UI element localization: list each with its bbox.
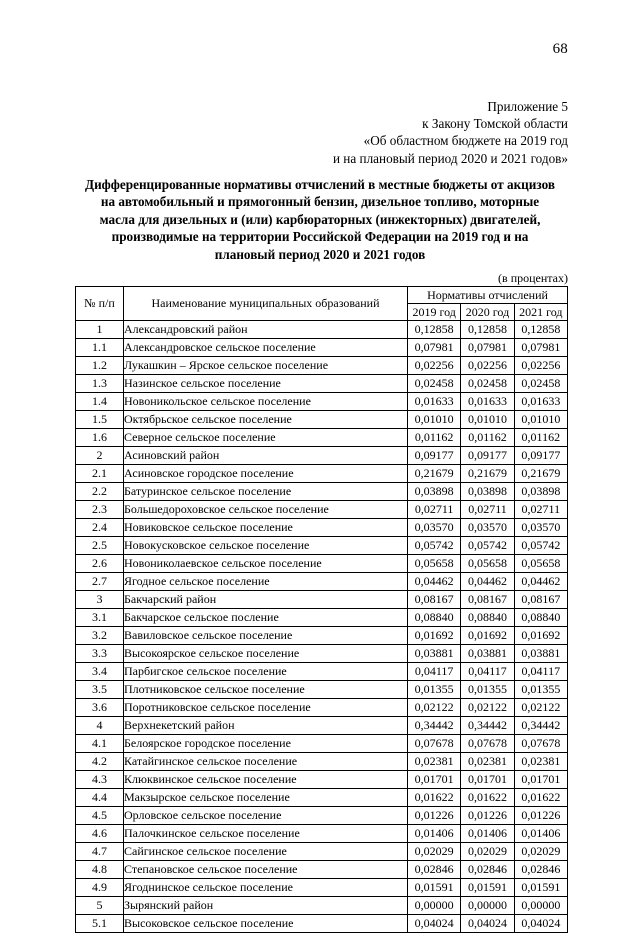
header-norms-group: Нормативы отчислений bbox=[408, 287, 568, 304]
table-row bbox=[76, 537, 568, 555]
row-value-2020: 0,02711 bbox=[461, 501, 514, 519]
table-row bbox=[76, 825, 568, 843]
header-year-2021: 2021 год bbox=[514, 304, 567, 321]
row-value-2021: 0,04462 bbox=[514, 573, 567, 591]
row-name: Бакчарский район bbox=[124, 591, 408, 609]
row-number: 3.5 bbox=[76, 681, 124, 699]
row-name: Лукашкин – Ярское сельское поселение bbox=[124, 357, 408, 375]
row-number: 1.3 bbox=[76, 375, 124, 393]
table-row bbox=[76, 735, 568, 753]
row-value-2020: 0,08167 bbox=[461, 591, 514, 609]
row-number: 4.4 bbox=[76, 789, 124, 807]
row-value-2020: 0,01226 bbox=[461, 807, 514, 825]
row-number: 3.3 bbox=[76, 645, 124, 663]
row-number: 1.2 bbox=[76, 357, 124, 375]
table-row bbox=[76, 915, 568, 933]
title-line-3: масла для дизельных и (или) карбюраторных (инжекторных) двигателей, bbox=[99, 211, 541, 227]
row-value-2019: 0,01701 bbox=[408, 771, 461, 789]
table-row bbox=[76, 861, 568, 879]
row-number: 3.4 bbox=[76, 663, 124, 681]
row-number: 1.4 bbox=[76, 393, 124, 411]
title-line-1: Дифференцированные нормативы отчислений в местные бюджеты от акцизов bbox=[85, 177, 555, 192]
table-row bbox=[76, 717, 568, 735]
row-name: Высокоярское сельское поселение bbox=[124, 645, 408, 663]
table-row bbox=[76, 897, 568, 915]
row-name: Орловское сельское поселение bbox=[124, 807, 408, 825]
row-value-2021: 0,08167 bbox=[514, 591, 567, 609]
row-name: Степановское сельское поселение bbox=[124, 861, 408, 879]
row-value-2021: 0,01633 bbox=[514, 393, 567, 411]
row-name: Сайгинское сельское поселение bbox=[124, 843, 408, 861]
row-name: Палочкинское сельское поселение bbox=[124, 825, 408, 843]
table-row bbox=[76, 465, 568, 483]
row-value-2020: 0,01406 bbox=[461, 825, 514, 843]
row-value-2019: 0,04117 bbox=[408, 663, 461, 681]
row-name: Ягодное сельское поселение bbox=[124, 573, 408, 591]
table-row bbox=[76, 879, 568, 897]
row-number: 2.6 bbox=[76, 555, 124, 573]
row-value-2021: 0,01406 bbox=[514, 825, 567, 843]
row-value-2019: 0,07678 bbox=[408, 735, 461, 753]
row-value-2021: 0,01591 bbox=[514, 879, 567, 897]
row-name: Зырянский район bbox=[124, 897, 408, 915]
table-row bbox=[76, 627, 568, 645]
table-row bbox=[76, 807, 568, 825]
row-name: Макзырское сельское поселение bbox=[124, 789, 408, 807]
row-number: 4.8 bbox=[76, 861, 124, 879]
row-value-2021: 0,08840 bbox=[514, 609, 567, 627]
row-number: 2.4 bbox=[76, 519, 124, 537]
row-name: Плотниковское сельское поселение bbox=[124, 681, 408, 699]
row-name: Новоникольское сельское поселение bbox=[124, 393, 408, 411]
units-note: (в процентах) bbox=[498, 271, 568, 285]
row-value-2021: 0,04024 bbox=[514, 915, 567, 933]
row-name: Верхнекетский район bbox=[124, 717, 408, 735]
row-value-2021: 0,05742 bbox=[514, 537, 567, 555]
row-value-2019: 0,02122 bbox=[408, 699, 461, 717]
row-number: 2.3 bbox=[76, 501, 124, 519]
table-row bbox=[76, 573, 568, 591]
row-name: Октябрьское сельское поселение bbox=[124, 411, 408, 429]
row-value-2019: 0,00000 bbox=[408, 897, 461, 915]
row-value-2019: 0,03898 bbox=[408, 483, 461, 501]
row-value-2019: 0,09177 bbox=[408, 447, 461, 465]
row-value-2019: 0,21679 bbox=[408, 465, 461, 483]
row-name: Высоковское сельское поселение bbox=[124, 915, 408, 933]
row-value-2019: 0,05742 bbox=[408, 537, 461, 555]
header-year-2019: 2019 год bbox=[408, 304, 461, 321]
page-title bbox=[66, 176, 574, 263]
row-value-2020: 0,02029 bbox=[461, 843, 514, 861]
row-value-2020: 0,02846 bbox=[461, 861, 514, 879]
row-number: 4.3 bbox=[76, 771, 124, 789]
table-row bbox=[76, 411, 568, 429]
table-row bbox=[76, 843, 568, 861]
row-value-2019: 0,34442 bbox=[408, 717, 461, 735]
row-value-2020: 0,01633 bbox=[461, 393, 514, 411]
row-number: 4.2 bbox=[76, 753, 124, 771]
row-value-2019: 0,01226 bbox=[408, 807, 461, 825]
row-value-2020: 0,07981 bbox=[461, 339, 514, 357]
row-name: Новониколаевское сельское поселение bbox=[124, 555, 408, 573]
row-value-2019: 0,02256 bbox=[408, 357, 461, 375]
row-value-2020: 0,04024 bbox=[461, 915, 514, 933]
norms-table-container bbox=[75, 286, 568, 933]
row-value-2019: 0,01355 bbox=[408, 681, 461, 699]
row-value-2021: 0,02256 bbox=[514, 357, 567, 375]
row-value-2021: 0,01622 bbox=[514, 789, 567, 807]
table-row bbox=[76, 681, 568, 699]
row-name: Асиновское городское поселение bbox=[124, 465, 408, 483]
row-number: 3.2 bbox=[76, 627, 124, 645]
row-value-2020: 0,05742 bbox=[461, 537, 514, 555]
row-value-2021: 0,07678 bbox=[514, 735, 567, 753]
row-value-2020: 0,04117 bbox=[461, 663, 514, 681]
row-value-2021: 0,02846 bbox=[514, 861, 567, 879]
row-number: 2.7 bbox=[76, 573, 124, 591]
row-value-2020: 0,04462 bbox=[461, 573, 514, 591]
row-value-2020: 0,12858 bbox=[461, 321, 514, 339]
table-row bbox=[76, 429, 568, 447]
row-value-2019: 0,01162 bbox=[408, 429, 461, 447]
title-line-4: производимые на территории Российской Федерации на 2019 год и на bbox=[111, 229, 529, 245]
table-row bbox=[76, 771, 568, 789]
row-value-2019: 0,01633 bbox=[408, 393, 461, 411]
row-value-2021: 0,21679 bbox=[514, 465, 567, 483]
table-row bbox=[76, 501, 568, 519]
row-value-2020: 0,21679 bbox=[461, 465, 514, 483]
row-value-2019: 0,01010 bbox=[408, 411, 461, 429]
row-value-2019: 0,02846 bbox=[408, 861, 461, 879]
row-value-2020: 0,01591 bbox=[461, 879, 514, 897]
row-name: Северное сельское поселение bbox=[124, 429, 408, 447]
row-value-2020: 0,34442 bbox=[461, 717, 514, 735]
row-value-2021: 0,09177 bbox=[514, 447, 567, 465]
row-value-2019: 0,04024 bbox=[408, 915, 461, 933]
row-value-2021: 0,12858 bbox=[514, 321, 567, 339]
title-line-2: на автомобильный и прямогонный бензин, дизельное топливо, моторные bbox=[100, 194, 540, 210]
row-value-2019: 0,01591 bbox=[408, 879, 461, 897]
table-row bbox=[76, 321, 568, 339]
row-value-2020: 0,00000 bbox=[461, 897, 514, 915]
row-value-2021: 0,01162 bbox=[514, 429, 567, 447]
table-header-row-1 bbox=[76, 287, 568, 304]
row-value-2021: 0,04117 bbox=[514, 663, 567, 681]
row-value-2021: 0,02122 bbox=[514, 699, 567, 717]
row-value-2019: 0,04462 bbox=[408, 573, 461, 591]
table-row bbox=[76, 393, 568, 411]
table-row bbox=[76, 699, 568, 717]
row-value-2020: 0,01162 bbox=[461, 429, 514, 447]
row-value-2020: 0,02122 bbox=[461, 699, 514, 717]
row-number: 2 bbox=[76, 447, 124, 465]
table-row bbox=[76, 483, 568, 501]
row-number: 4.5 bbox=[76, 807, 124, 825]
row-value-2020: 0,03898 bbox=[461, 483, 514, 501]
row-name: Бакчарское сельское посление bbox=[124, 609, 408, 627]
row-name: Александровский район bbox=[124, 321, 408, 339]
row-number: 1.1 bbox=[76, 339, 124, 357]
row-value-2021: 0,02458 bbox=[514, 375, 567, 393]
row-name: Новиковское сельское поселение bbox=[124, 519, 408, 537]
row-value-2021: 0,01226 bbox=[514, 807, 567, 825]
row-value-2020: 0,02256 bbox=[461, 357, 514, 375]
row-name: Белоярское городское поселение bbox=[124, 735, 408, 753]
row-value-2021: 0,02711 bbox=[514, 501, 567, 519]
header-number: № п/п bbox=[76, 287, 124, 321]
row-value-2021: 0,07981 bbox=[514, 339, 567, 357]
row-value-2021: 0,01692 bbox=[514, 627, 567, 645]
row-number: 3.6 bbox=[76, 699, 124, 717]
row-value-2019: 0,02711 bbox=[408, 501, 461, 519]
row-name: Вавиловское сельское поселение bbox=[124, 627, 408, 645]
row-value-2021: 0,01355 bbox=[514, 681, 567, 699]
row-value-2020: 0,03881 bbox=[461, 645, 514, 663]
row-value-2020: 0,03570 bbox=[461, 519, 514, 537]
row-value-2021: 0,02029 bbox=[514, 843, 567, 861]
table-row bbox=[76, 789, 568, 807]
row-value-2020: 0,02458 bbox=[461, 375, 514, 393]
table-row bbox=[76, 753, 568, 771]
row-value-2019: 0,02029 bbox=[408, 843, 461, 861]
appendix-reference bbox=[148, 98, 568, 167]
row-number: 2.2 bbox=[76, 483, 124, 501]
row-value-2019: 0,01622 bbox=[408, 789, 461, 807]
table-body bbox=[76, 321, 568, 933]
row-name: Катайгинское сельское поселение bbox=[124, 753, 408, 771]
row-value-2019: 0,12858 bbox=[408, 321, 461, 339]
row-value-2021: 0,03570 bbox=[514, 519, 567, 537]
row-value-2019: 0,01692 bbox=[408, 627, 461, 645]
row-name: Клюквинское сельское поселение bbox=[124, 771, 408, 789]
table-row bbox=[76, 447, 568, 465]
row-number: 1 bbox=[76, 321, 124, 339]
row-value-2019: 0,05658 bbox=[408, 555, 461, 573]
row-number: 3.1 bbox=[76, 609, 124, 627]
row-value-2021: 0,02381 bbox=[514, 753, 567, 771]
row-value-2020: 0,01010 bbox=[461, 411, 514, 429]
row-value-2021: 0,00000 bbox=[514, 897, 567, 915]
row-value-2020: 0,07678 bbox=[461, 735, 514, 753]
row-name: Парбигское сельское поселение bbox=[124, 663, 408, 681]
row-value-2020: 0,02381 bbox=[461, 753, 514, 771]
row-number: 3 bbox=[76, 591, 124, 609]
header-year-2020: 2020 год bbox=[461, 304, 514, 321]
row-name: Назинское сельское поселение bbox=[124, 375, 408, 393]
appendix-line-2: к Закону Томской области bbox=[422, 116, 568, 132]
row-number: 2.5 bbox=[76, 537, 124, 555]
appendix-line-1: Приложение 5 bbox=[487, 99, 568, 114]
row-number: 2.1 bbox=[76, 465, 124, 483]
row-name: Большедороховское сельское поселение bbox=[124, 501, 408, 519]
row-value-2021: 0,03898 bbox=[514, 483, 567, 501]
row-value-2021: 0,01010 bbox=[514, 411, 567, 429]
row-value-2021: 0,01701 bbox=[514, 771, 567, 789]
row-value-2020: 0,08840 bbox=[461, 609, 514, 627]
table-row bbox=[76, 375, 568, 393]
row-number: 4.6 bbox=[76, 825, 124, 843]
row-number: 5.1 bbox=[76, 915, 124, 933]
table-row bbox=[76, 357, 568, 375]
row-value-2020: 0,01622 bbox=[461, 789, 514, 807]
row-name: Новокусковское сельское поселение bbox=[124, 537, 408, 555]
row-number: 1.5 bbox=[76, 411, 124, 429]
appendix-line-3: «Об областном бюджете на 2019 год bbox=[363, 133, 568, 149]
row-value-2020: 0,01701 bbox=[461, 771, 514, 789]
row-value-2021: 0,05658 bbox=[514, 555, 567, 573]
table-head bbox=[76, 287, 568, 321]
row-value-2020: 0,01692 bbox=[461, 627, 514, 645]
header-municipality-name: Наименование муниципальных образований bbox=[124, 287, 408, 321]
row-number: 4.9 bbox=[76, 879, 124, 897]
table-row bbox=[76, 339, 568, 357]
row-name: Поротниковское сельское поселение bbox=[124, 699, 408, 717]
norms-table bbox=[75, 286, 568, 933]
row-value-2019: 0,07981 bbox=[408, 339, 461, 357]
row-number: 1.6 bbox=[76, 429, 124, 447]
row-name: Ягоднинское сельское поселение bbox=[124, 879, 408, 897]
row-value-2021: 0,34442 bbox=[514, 717, 567, 735]
table-row bbox=[76, 555, 568, 573]
row-value-2019: 0,02381 bbox=[408, 753, 461, 771]
row-value-2019: 0,02458 bbox=[408, 375, 461, 393]
row-value-2019: 0,03570 bbox=[408, 519, 461, 537]
row-value-2019: 0,03881 bbox=[408, 645, 461, 663]
row-name: Александровское сельское поселение bbox=[124, 339, 408, 357]
table-row bbox=[76, 645, 568, 663]
row-value-2020: 0,01355 bbox=[461, 681, 514, 699]
row-name: Батуринское сельское поселение bbox=[124, 483, 408, 501]
row-name: Асиновский район bbox=[124, 447, 408, 465]
table-row bbox=[76, 591, 568, 609]
row-number: 4.7 bbox=[76, 843, 124, 861]
row-value-2020: 0,09177 bbox=[461, 447, 514, 465]
row-number: 4 bbox=[76, 717, 124, 735]
row-value-2019: 0,01406 bbox=[408, 825, 461, 843]
row-value-2019: 0,08167 bbox=[408, 591, 461, 609]
appendix-line-4: и на плановый период 2020 и 2021 годов» bbox=[332, 150, 568, 166]
row-value-2019: 0,08840 bbox=[408, 609, 461, 627]
title-line-5: плановый период 2020 и 2021 годов bbox=[214, 246, 426, 262]
row-value-2020: 0,05658 bbox=[461, 555, 514, 573]
row-number: 4.1 bbox=[76, 735, 124, 753]
page-number: 68 bbox=[552, 41, 568, 57]
table-row bbox=[76, 609, 568, 627]
row-value-2021: 0,03881 bbox=[514, 645, 567, 663]
row-number: 5 bbox=[76, 897, 124, 915]
table-row bbox=[76, 519, 568, 537]
table-row bbox=[76, 663, 568, 681]
